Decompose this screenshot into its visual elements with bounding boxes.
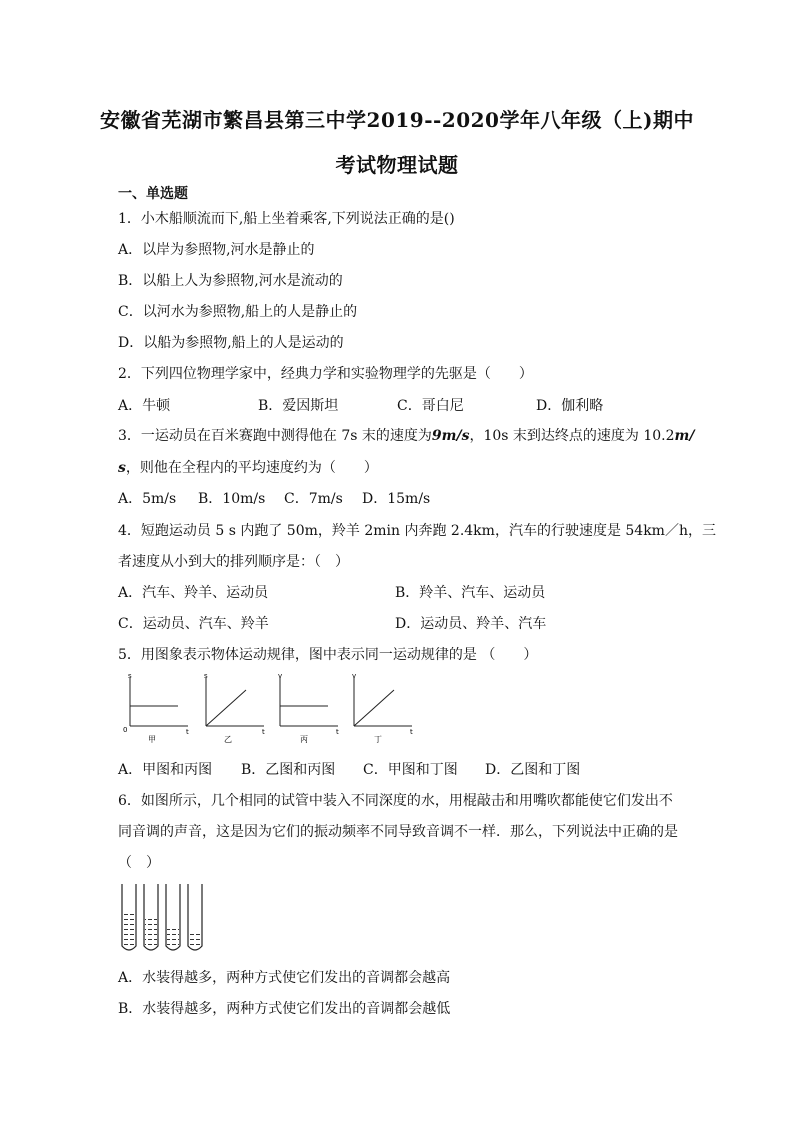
q3-option-a: A．5m/s [118,491,177,507]
graph-ding-x-label: t [410,728,413,736]
q4-option-d: D．运动员、羚羊、汽车 [395,616,547,632]
q4-option-b: B．羚羊、汽车、运动员 [395,585,546,601]
q6-stem-line1: 6．如图所示，几个相同的试管中装入不同深度的水，用棍敲击和用嘴吹都能使它们发出不 [118,793,673,809]
q5-option-a: A．甲图和丙图 [118,762,213,778]
q3-unit: m/ [674,428,695,444]
graph-jia-x-label: t [186,728,189,736]
q5-option-c: C．甲图和丁图 [363,762,458,778]
q2-option-d: D．伽利略 [536,398,604,414]
graph-yi-name: 乙 [224,735,232,744]
q2-stem: 2．下列四位物理学家中，经典力学和实验物理学的先驱是（ ） [118,366,533,382]
q6-option-a: A．水装得越多，两种方式使它们发出的音调都会越高 [118,970,451,986]
q2-option-b: B．爱因斯坦 [258,398,339,414]
graph-ding [352,672,413,744]
q5-option-d: D．乙图和丁图 [485,762,581,778]
q4-option-a: A．汽车、羚羊、运动员 [118,585,269,601]
q6-stem-line3: （ ） [118,855,160,871]
q3-option-d: D．15m/s [362,491,431,507]
q1-stem: 1．小木船顺流而下,船上坐着乘客,下列说法正确的是() [118,211,455,227]
q1-option-a: A．以岸为参照物,河水是静止的 [118,242,315,258]
test-tube-2 [144,884,158,950]
graph-bing [278,672,339,744]
graph-yi-x-label: t [262,728,265,736]
q4-stem-line1: 4．短跑运动员 5 s 内跑了 50m，羚羊 2min 内奔跑 2.4km，汽车的行驶速度是 54km／h，三 [118,523,716,539]
test-tube-1 [122,884,136,950]
q1-option-c: C．以河水为参照物,船上的人是静止的 [118,304,358,320]
graph-bing-name: 丙 [300,735,308,744]
section-heading: 一、单选题 [118,186,188,202]
graph-yi [204,672,265,744]
q6-stem-line2: 同音调的声音，这是因为它们的振动频率不同导致音调不一样．那么，下列说法中正确的是 [118,824,678,840]
q6-test-tubes-figure [118,882,210,956]
graph-ding-y-label: v [352,672,357,680]
q3-option-b: B．10m/s [198,491,266,507]
q2-option-a: A．牛顿 [118,398,171,414]
q3-unit-s: s [118,460,126,476]
q3-stem-part-b: ，10s 末到达终点的速度为 10.2 [469,428,675,444]
graph-bing-y-label: v [278,672,283,680]
q3-option-c: C．7m/s [284,491,343,507]
test-tube-4 [188,884,202,950]
q5-graphs-figure [118,672,418,750]
page-title-line1: 安徽省芜湖市繁昌县第三中学2019--2020学年八年级（上)期中 [100,108,694,132]
graph-ding-name: 丁 [374,735,382,744]
graph-bing-x-label: t [336,728,339,736]
q1-option-d: D．以船为参照物,船上的人是运动的 [118,335,344,351]
q3-stem-line1 [118,425,694,445]
test-tube-3 [166,884,180,950]
graph-jia-name: 甲 [148,735,156,744]
q1-option-b: B．以船上人为参照物,河水是流动的 [118,273,343,289]
page-title-line2: 考试物理试题 [335,153,459,177]
q4-stem-line2: 者速度从小到大的排列顺序是：（ ） [118,554,349,570]
q5-option-b: B．乙图和丙图 [241,762,336,778]
q2-option-c: C．哥白尼 [397,398,464,414]
q3-stem-part-a: 3．一运动员在百米赛跑中测得他在 7s 末的速度为 [118,428,432,444]
q4-option-c: C．运动员、汽车、羚羊 [118,616,269,632]
graph-origin-label: 0 [123,726,128,734]
q3-speed1: 9m/s [431,428,470,444]
q5-stem: 5．用图象表示物体运动规律，图中表示同一运动规律的是 （ ） [118,647,538,663]
q6-option-b: B．水装得越多，两种方式使它们发出的音调都会越低 [118,1001,451,1017]
graph-yi-y-label: s [204,672,208,680]
graph-jia [123,672,189,744]
q3-stem-rest: ，则他在全程内的平均速度约为（ ） [125,460,378,476]
q3-stem-line2 [118,457,378,477]
graph-jia-y-label: s [128,672,132,680]
